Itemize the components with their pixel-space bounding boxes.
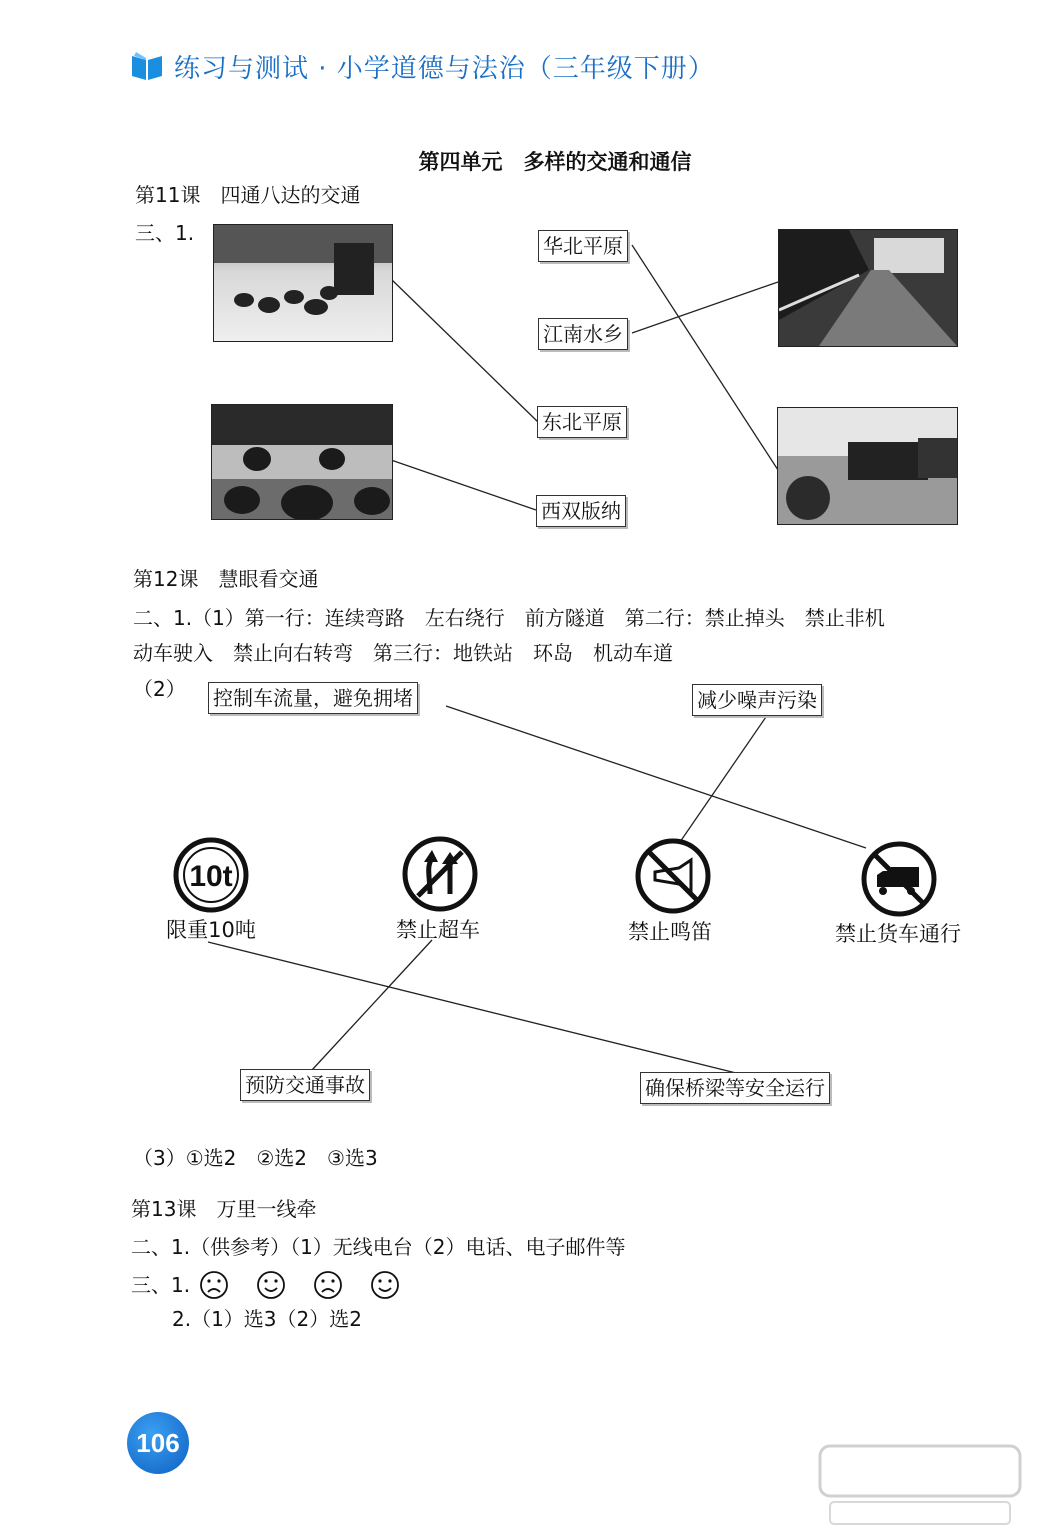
- lesson-12-answer-line-2: 动车驶入 禁止向右转弯 第三行：地铁站 环岛 机动车道: [133, 641, 673, 665]
- lesson-12-part-3-answer: （3）①选2 ②选2 ③选3: [133, 1146, 378, 1170]
- lesson-12-answer-line-1: 二、1.（1）第一行：连续弯路 左右绕行 前方隧道 第二行：禁止掉头 禁止非机: [133, 606, 885, 630]
- sign-label-weight-limit: 限重10吨: [166, 918, 256, 942]
- no-trucks-sign: [861, 841, 937, 917]
- no-honking-sign: [635, 838, 711, 914]
- region-box-dongbei-plain: 东北平原: [537, 406, 627, 438]
- lesson-13-answer-2: 2.（1）选3（2）选2: [172, 1307, 362, 1331]
- lesson-11-question-label: 三、1.: [135, 221, 195, 245]
- purpose-box-control-traffic: 控制车流量，避免拥堵: [208, 682, 418, 714]
- sign-label-no-overtaking: 禁止超车: [396, 918, 480, 942]
- lesson-13-faces-row: [131, 1270, 409, 1300]
- purpose-box-bridge-safety: 确保桥梁等安全运行: [640, 1072, 830, 1104]
- unit-title: 第四单元 多样的交通和通信: [418, 150, 692, 174]
- weight-limit-10t-sign: [173, 837, 249, 913]
- lesson-12-part-2-label: （2）: [133, 677, 186, 701]
- purpose-box-reduce-noise: 减少噪声污染: [692, 684, 822, 716]
- sign-label-no-trucks: 禁止货车通行: [835, 922, 961, 946]
- photo-water-town: [778, 229, 958, 347]
- lesson-12-title: 第12课 慧眼看交通: [133, 567, 319, 591]
- happy-face-icon: [256, 1270, 286, 1300]
- page-number: 106: [136, 1427, 180, 1458]
- photo-horse-cart: [777, 407, 958, 525]
- watermark-logo: [810, 1440, 1030, 1530]
- sad-face-icon: [199, 1270, 229, 1300]
- happy-face-icon: [370, 1270, 400, 1300]
- sad-face-icon: [313, 1270, 343, 1300]
- lesson-13-faces-label: 三、1.: [131, 1273, 191, 1297]
- lesson-11-title: 第11课 四通八达的交通: [135, 183, 361, 207]
- header-title: 练习与测试 · 小学道德与法治（三年级下册）: [174, 53, 715, 84]
- page-number-badge: [127, 1412, 189, 1474]
- photo-dog-sled: [213, 224, 393, 342]
- purpose-box-prevent-accidents: 预防交通事故: [240, 1069, 370, 1101]
- book-icon: [130, 50, 164, 82]
- region-box-xishuangbanna: 西双版纳: [536, 495, 626, 527]
- no-overtaking-sign: [402, 836, 478, 912]
- sign-label-no-honking: 禁止鸣笛: [628, 920, 712, 944]
- region-box-jiangnan-water-town: 江南水乡: [538, 318, 628, 350]
- region-box-huabei-plain: 华北平原: [538, 230, 628, 262]
- photo-elephants: [211, 404, 393, 520]
- svg-text:10t: 10t: [189, 860, 233, 893]
- lesson-13-answer-1: 二、1.（供参考）（1）无线电台（2）电话、电子邮件等: [131, 1235, 626, 1259]
- lesson-13-title: 第13课 万里一线牵: [131, 1197, 317, 1221]
- page-header: [130, 48, 715, 84]
